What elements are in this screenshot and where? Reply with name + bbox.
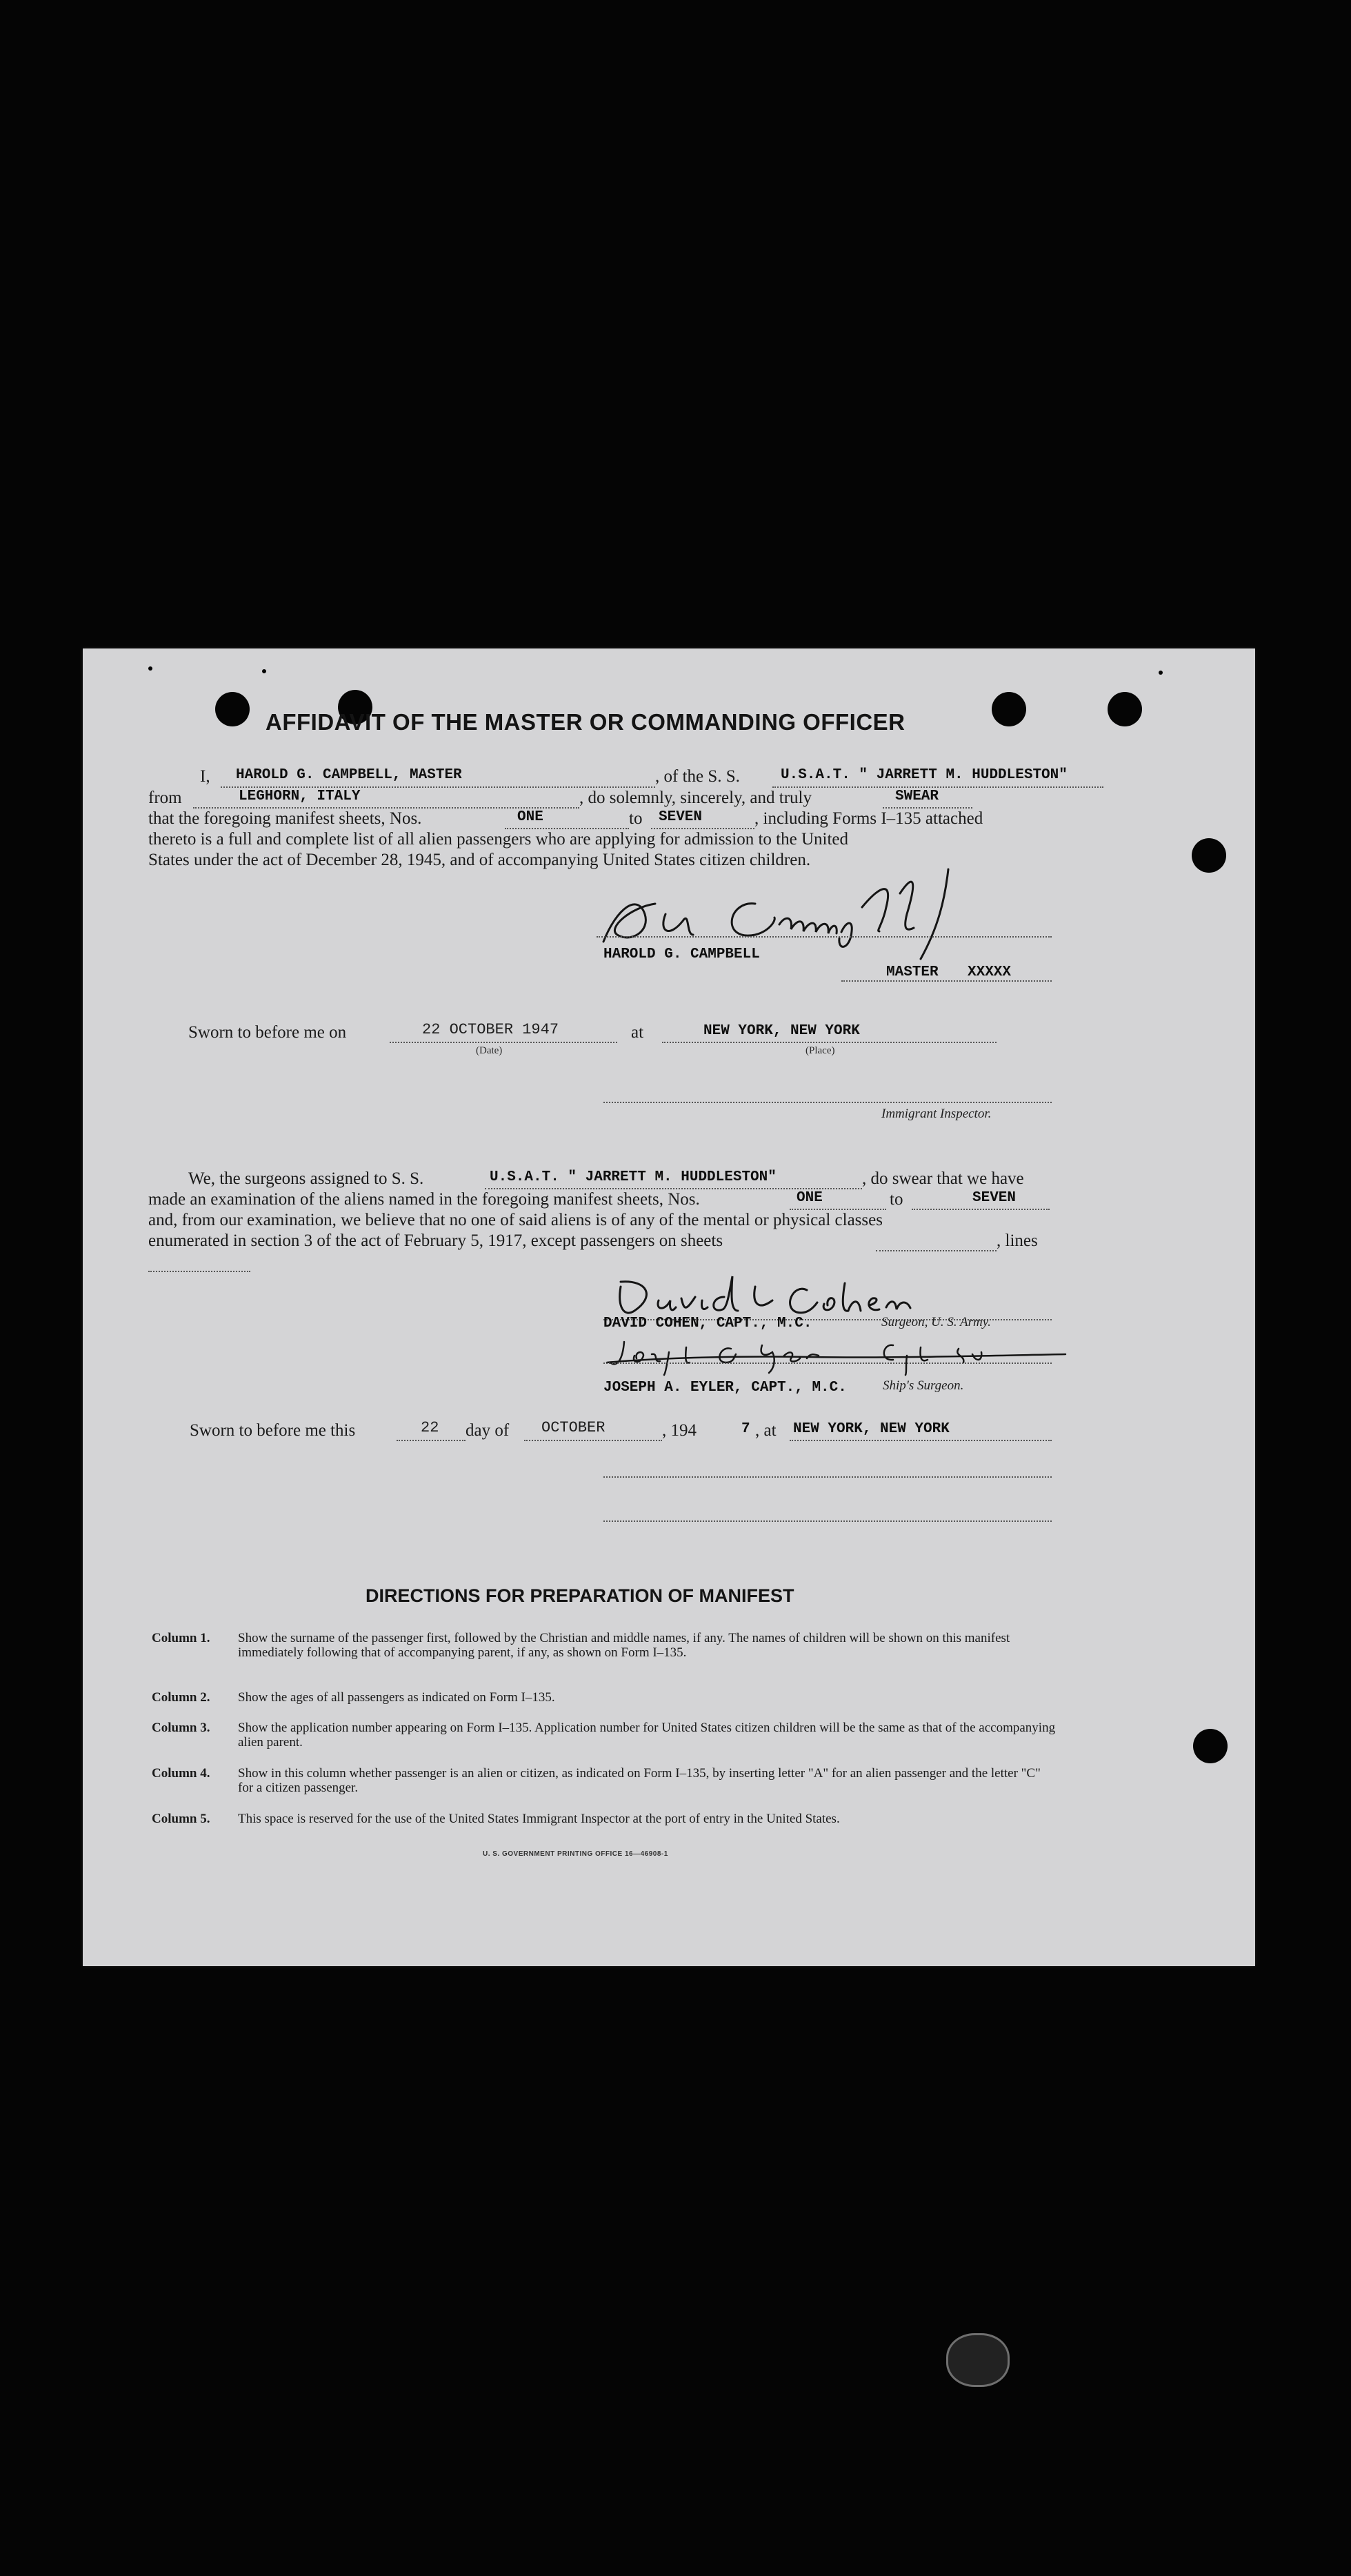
surgeons-sheet-from-rule — [790, 1209, 886, 1210]
column3-label: Column 3. — [152, 1721, 210, 1735]
surgeons-line3: and, from our examination, we believe that no one of said aliens is of any of the mental or physical classes — [148, 1211, 883, 1229]
surgeon2-signature-rule — [603, 1363, 1052, 1364]
inspector2-rule-1 — [603, 1476, 1052, 1478]
sworn2-year-at: , at — [755, 1421, 777, 1440]
sworn-date-rule — [390, 1042, 617, 1043]
affidavit-line5: States under the act of December 28, 1945, and of accompanying United States citizen children. — [148, 851, 811, 869]
oath-word-rule — [883, 807, 972, 809]
punch-hole — [992, 692, 1026, 726]
surgeon2-caption: Ship's Surgeon. — [883, 1378, 964, 1393]
master-name-field: HAROLD G. CAMPBELL, MASTER — [236, 767, 462, 783]
sheet-to-rule — [651, 828, 754, 829]
surgeons-ship-field: U.S.A.T. " JARRETT M. HUDDLESTON" — [490, 1169, 777, 1185]
place-caption: (Place) — [805, 1045, 835, 1056]
surgeons-line4-suffix: , lines — [997, 1231, 1038, 1250]
paper-speck — [148, 666, 152, 671]
surgeons-sheet-to-rule — [912, 1209, 1050, 1210]
affidavit-title: AFFIDAVIT OF THE MASTER OR COMMANDING OFFICER — [266, 709, 905, 735]
sworn2-year-prefix: , 194 — [662, 1421, 697, 1440]
port-from-field: LEGHORN, ITALY — [239, 789, 361, 804]
surgeons-line4-prefix: enumerated in section 3 of the act of February 5, 1917, except passengers on sheets — [148, 1231, 723, 1250]
sheet-from-field: ONE — [517, 809, 543, 825]
sworn-date-field: 22 OCTOBER 1947 — [422, 1021, 559, 1038]
surgeons-lines-rule — [148, 1271, 250, 1272]
surgeon1-printed-name: DAVID COHEN, CAPT., M.C. — [603, 1316, 812, 1331]
sworn2-year-digit: 7 — [741, 1421, 750, 1437]
punch-hole — [1108, 692, 1142, 726]
surgeon2-signature — [603, 1335, 1072, 1376]
inspector-caption: Immigrant Inspector. — [881, 1107, 992, 1121]
sworn2-day-field: 22 — [421, 1419, 439, 1436]
sworn-prefix: Sworn to before me on — [188, 1023, 347, 1042]
inspector-signature-rule — [603, 1102, 1052, 1103]
master-title-rule — [841, 980, 1052, 982]
master-name-rule — [221, 786, 655, 788]
printing-office-footer: U. S. GOVERNMENT PRINTING OFFICE 16—46908-1 — [483, 1850, 668, 1858]
surgeons-sheets-rule — [876, 1250, 997, 1251]
surgeons-sheet-from-field: ONE — [797, 1190, 823, 1206]
ship-name-field: U.S.A.T. " JARRETT M. HUDDLESTON" — [781, 767, 1068, 783]
sworn2-month-rule — [524, 1440, 662, 1441]
port-from-rule — [193, 807, 579, 809]
ship-name-rule — [772, 786, 1103, 788]
punch-hole — [215, 692, 250, 726]
affidavit-line3-suffix: , including Forms I–135 attached — [754, 809, 983, 828]
master-signature-rule — [597, 936, 1052, 938]
affidavit-line2-mid: , do solemnly, sincerely, and truly — [579, 789, 812, 807]
sworn2-prefix: Sworn to before me this — [190, 1421, 356, 1440]
punch-hole — [1192, 838, 1226, 873]
paper-speck — [262, 669, 266, 673]
master-printed-name: HAROLD G. CAMPBELL — [603, 947, 760, 962]
scanner-smudge — [946, 2333, 1010, 2387]
sworn-place-rule — [662, 1042, 997, 1043]
column1-text: Show the surname of the passenger first, followed by the Christian and middle names, if any. The names of children will be shown on this manifest immediately following that of accompanying parent, if any, as shown on Form I–135. — [238, 1631, 1010, 1660]
sworn-at: at — [631, 1023, 644, 1042]
column4-text: Show in this column whether passenger is an alien or citizen, as indicated on Form I–135, by inserting letter "A" for an alien passenger and the letter "C" for a citizen passenger. — [238, 1766, 1041, 1795]
surgeons-line2-to: to — [890, 1190, 903, 1209]
affidavit-line1-prefix: I, — [200, 767, 210, 786]
oath-word-field: SWEAR — [895, 789, 939, 804]
paper-speck — [1159, 671, 1163, 675]
directions-heading: DIRECTIONS FOR PREPARATION OF MANIFEST — [366, 1585, 794, 1606]
master-title-struck: XXXXX — [968, 964, 1012, 980]
affidavit-line1-mid: , of the S. S. — [655, 767, 740, 786]
column5-text: This space is reserved for the use of the United States Immigrant Inspector at the port of entry in the United States. — [238, 1812, 840, 1826]
sworn2-day-rule — [397, 1440, 466, 1441]
sworn2-place-field: NEW YORK, NEW YORK — [793, 1421, 950, 1437]
punch-hole — [1193, 1729, 1228, 1763]
affidavit-line4: thereto is a full and complete list of all alien passengers who are applying for admission to the United — [148, 830, 849, 849]
sworn-place-field: NEW YORK, NEW YORK — [703, 1023, 860, 1039]
surgeon2-printed-name: JOSEPH A. EYLER, CAPT., M.C. — [603, 1380, 847, 1396]
surgeons-line1-prefix: We, the surgeons assigned to S. S. — [188, 1169, 424, 1188]
manifest-sheet — [83, 648, 1255, 1966]
surgeons-ship-rule — [485, 1188, 862, 1189]
surgeons-sheet-to-field: SEVEN — [972, 1190, 1017, 1206]
date-caption: (Date) — [476, 1045, 503, 1056]
inspector2-rule-2 — [603, 1520, 1052, 1522]
surgeons-line2-prefix: made an examination of the aliens named in the foregoing manifest sheets, Nos. — [148, 1190, 700, 1209]
sheet-to-field: SEVEN — [659, 809, 703, 825]
sworn2-place-rule — [790, 1440, 1052, 1441]
affidavit-line3-to: to — [629, 809, 643, 828]
surgeon1-caption: Surgeon, U. S. Army. — [881, 1315, 991, 1329]
column3-text: Show the application number appearing on Form I–135. Application number for United States citizen children will be the same as that of the accompanying alien parent. — [238, 1721, 1056, 1750]
master-title: MASTER — [886, 964, 939, 980]
surgeons-line1-suffix: , do swear that we have — [862, 1169, 1024, 1188]
sworn2-month-field: OCTOBER — [541, 1419, 606, 1436]
column2-label: Column 2. — [152, 1690, 210, 1705]
affidavit-line2-prefix: from — [148, 789, 182, 807]
column1-label: Column 1. — [152, 1631, 210, 1645]
sworn2-day-of: day of — [466, 1421, 510, 1440]
column5-label: Column 5. — [152, 1812, 210, 1826]
column4-label: Column 4. — [152, 1766, 210, 1781]
sheet-from-rule — [505, 828, 629, 829]
affidavit-line3-prefix: that the foregoing manifest sheets, Nos. — [148, 809, 422, 828]
column2-text: Show the ages of all passengers as indicated on Form I–135. — [238, 1690, 555, 1705]
